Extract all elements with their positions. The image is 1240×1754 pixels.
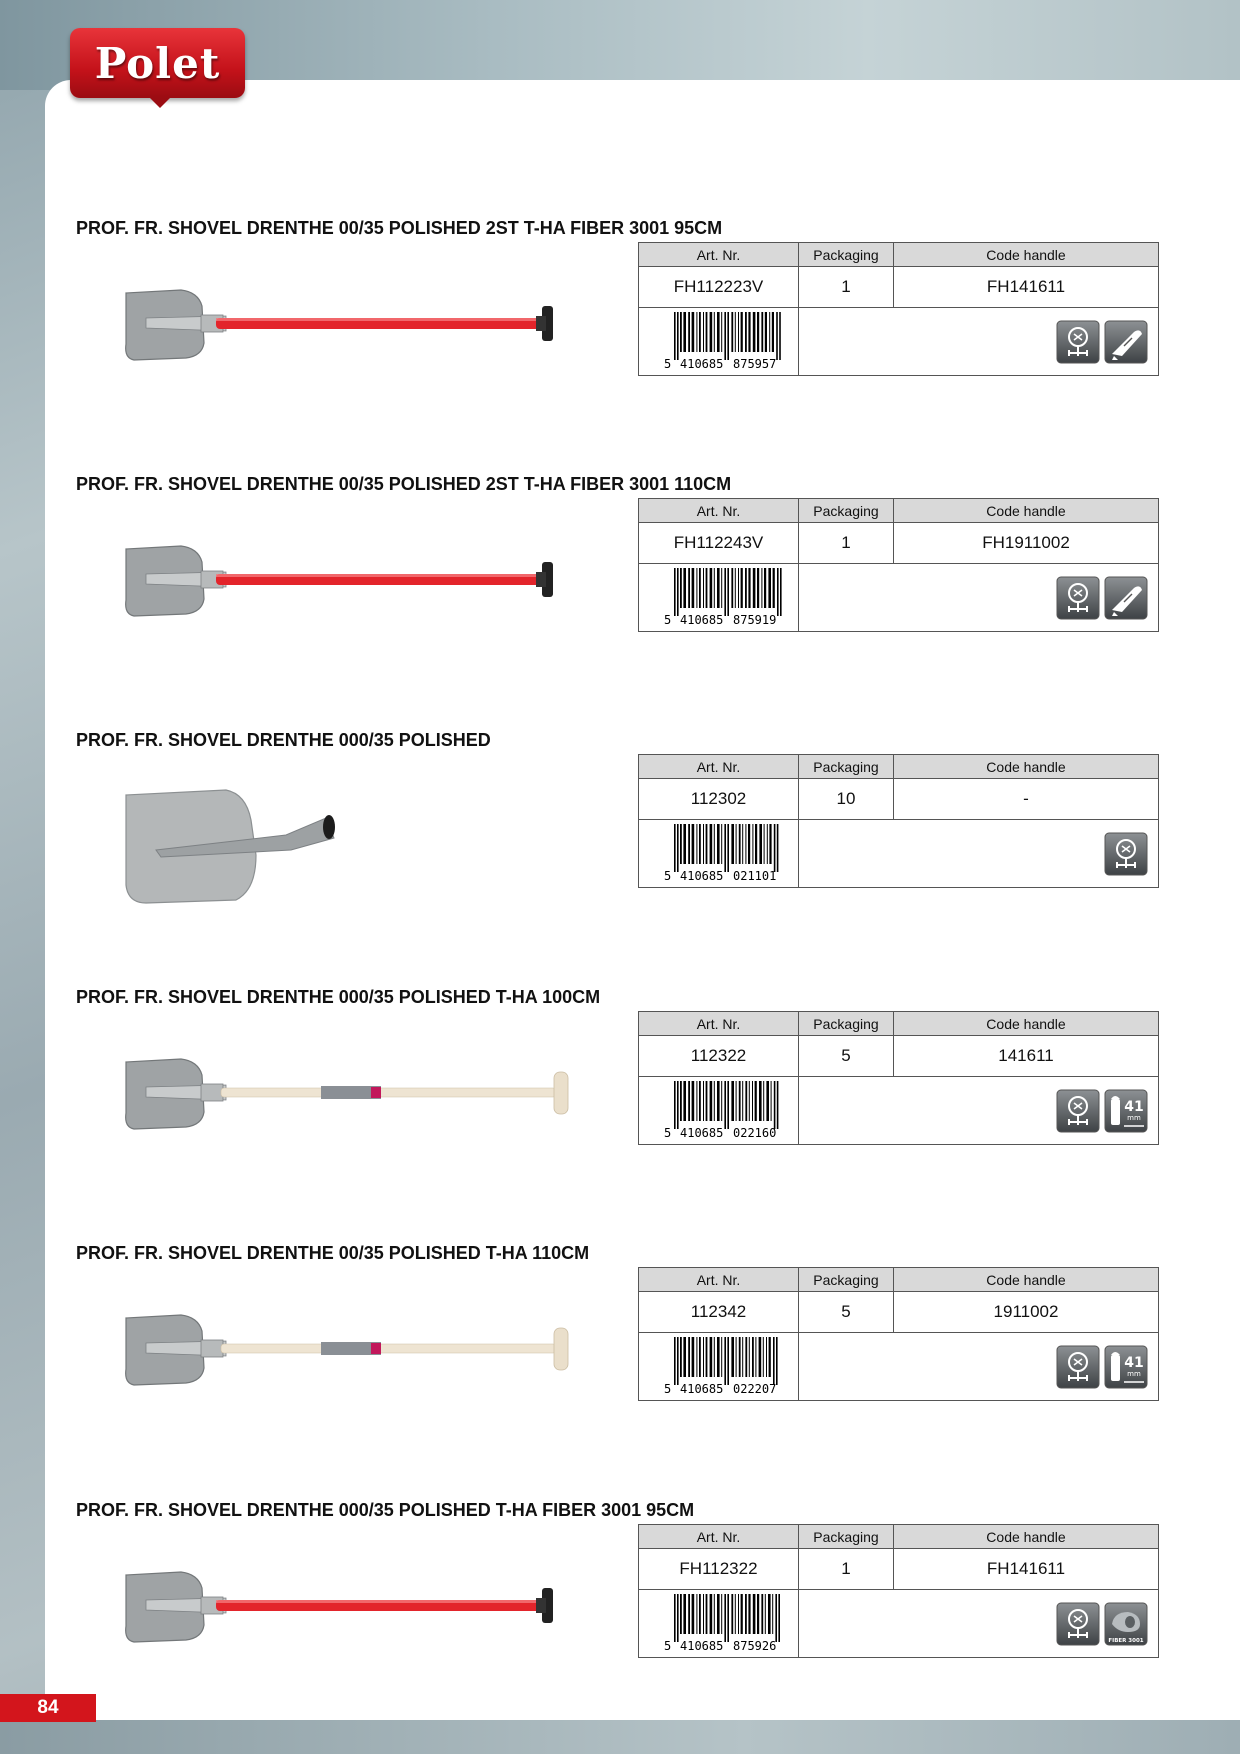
product-title: PROF. FR. SHOVEL DRENTHE 000/35 POLISHED T-HA 100CM [76, 987, 601, 1007]
barcode-graphic [640, 564, 798, 626]
spec-barcode-row [639, 820, 1159, 888]
barcode-graphic [640, 1077, 798, 1139]
spec-header-row [639, 1012, 1159, 1036]
polished-blade-icon [1104, 832, 1148, 876]
spec-barcode-row [639, 1077, 1159, 1145]
spec-table [638, 1011, 1159, 1145]
barcode [639, 820, 799, 888]
spec-value-row [639, 1549, 1159, 1590]
code-handle-value: FH141611 [894, 267, 1159, 308]
socket-opening [323, 815, 335, 839]
spec-barcode-row [639, 1333, 1159, 1401]
spec-header-row [639, 243, 1159, 267]
barcode-prefix: 5 [663, 1126, 671, 1139]
header-packaging: Packaging [799, 1012, 894, 1036]
header-code-handle: Code handle [894, 1525, 1159, 1549]
diameter-unit: mm [1127, 1113, 1141, 1122]
header-code-handle: Code handle [894, 755, 1159, 779]
product-title: PROF. FR. SHOVEL DRENTHE 00/35 POLISHED 2ST T-HA FIBER 3001 110CM [76, 474, 732, 494]
polished-blade-icon [1056, 1345, 1100, 1389]
polished-blade-icon [1056, 320, 1100, 364]
art-nr-value: 112322 [639, 1036, 799, 1077]
barcode [639, 564, 799, 632]
diameter-value: 41 [1124, 1098, 1144, 1115]
spec-table [638, 498, 1159, 632]
polished-blade-icon [1056, 576, 1100, 620]
product-block [76, 730, 1166, 930]
diameter-41mm-icon [1104, 1345, 1148, 1389]
barcode-right-digits: 022160 [732, 1126, 776, 1139]
barcode-left-digits: 410685 [679, 1639, 723, 1652]
spec-table [638, 1524, 1159, 1658]
art-nr-value: FH112322 [639, 1549, 799, 1590]
header-art-nr: Art. Nr. [639, 755, 799, 779]
diameter-unit: mm [1127, 1369, 1141, 1378]
packaging-value: 1 [799, 523, 894, 564]
fiber-grip-icon [1104, 576, 1148, 620]
spec-header-row [639, 755, 1159, 779]
barcode-prefix: 5 [663, 869, 671, 882]
art-nr-value: FH112243V [639, 523, 799, 564]
fiber-3001-icon [1104, 1602, 1148, 1646]
barcode-graphic [640, 1590, 798, 1652]
header-packaging: Packaging [799, 499, 894, 523]
barcode-right-digits: 875919 [732, 613, 776, 626]
spec-table [638, 754, 1159, 888]
product-block [76, 1500, 1166, 1700]
barcode-left-digits: 410685 [679, 613, 723, 626]
shovel-image [106, 1273, 586, 1423]
product-block [76, 218, 1166, 418]
handle-shaft [221, 1344, 556, 1353]
packaging-value: 10 [799, 779, 894, 820]
feature-icons [799, 820, 1159, 888]
packaging-value: 1 [799, 267, 894, 308]
diameter-value: 41 [1124, 1354, 1144, 1371]
spec-value-row [639, 523, 1159, 564]
handle-grip [554, 1328, 568, 1370]
shovel-image [106, 1017, 586, 1167]
spec-table [638, 242, 1159, 376]
diameter-41mm-icon [1104, 1089, 1148, 1133]
spec-header-row [639, 1525, 1159, 1549]
spec-barcode-row [639, 1590, 1159, 1658]
fiber-label: FIBER 3001 [1108, 1637, 1144, 1644]
feature-icons [799, 308, 1159, 376]
shovel-image [106, 1530, 586, 1680]
handle-grip [554, 1072, 568, 1114]
header-packaging: Packaging [799, 243, 894, 267]
code-handle-value: FH1911002 [894, 523, 1159, 564]
brand-logo [70, 28, 245, 98]
art-nr-value: 112302 [639, 779, 799, 820]
packaging-value: 5 [799, 1036, 894, 1077]
product-title: PROF. FR. SHOVEL DRENTHE 00/35 POLISHED T-HA 110CM [76, 1243, 590, 1263]
page-number: 84 [0, 1694, 96, 1722]
header-art-nr: Art. Nr. [639, 1012, 799, 1036]
barcode-left-digits: 410685 [679, 1126, 723, 1139]
art-nr-value: FH112223V [639, 267, 799, 308]
spec-value-row [639, 1036, 1159, 1077]
barcode-right-digits: 021101 [732, 869, 776, 882]
handle-shaft [221, 1088, 556, 1097]
code-handle-value: 1911002 [894, 1292, 1159, 1333]
barcode-right-digits: 022207 [732, 1382, 776, 1395]
spec-table [638, 1267, 1159, 1401]
header-code-handle: Code handle [894, 243, 1159, 267]
barcode [639, 1333, 799, 1401]
product-title: PROF. FR. SHOVEL DRENTHE 000/35 POLISHED T-HA FIBER 3001 95CM [76, 1500, 695, 1520]
code-handle-value: 141611 [894, 1036, 1159, 1077]
code-handle-value: FH141611 [894, 1549, 1159, 1590]
header-packaging: Packaging [799, 755, 894, 779]
code-handle-value: - [894, 779, 1159, 820]
feature-icons [799, 1077, 1159, 1145]
product-block [76, 474, 1166, 674]
polished-blade-icon [1056, 1602, 1100, 1646]
header-code-handle: Code handle [894, 499, 1159, 523]
header-packaging: Packaging [799, 1525, 894, 1549]
header-art-nr: Art. Nr. [639, 243, 799, 267]
polished-blade-icon [1056, 1089, 1100, 1133]
product-title: PROF. FR. SHOVEL DRENTHE 00/35 POLISHED 2ST T-HA FIBER 3001 95CM [76, 218, 723, 238]
feature-icons [799, 1333, 1159, 1401]
feature-icons [799, 564, 1159, 632]
spec-header-row [639, 499, 1159, 523]
header-art-nr: Art. Nr. [639, 499, 799, 523]
product-title: PROF. FR. SHOVEL DRENTHE 000/35 POLISHED [76, 730, 491, 750]
barcode-right-digits: 875926 [732, 1639, 776, 1652]
barcode-left-digits: 410685 [679, 869, 723, 882]
spec-barcode-row [639, 308, 1159, 376]
barcode-prefix: 5 [663, 1382, 671, 1395]
barcode-left-digits: 410685 [679, 357, 723, 370]
logo-text: Polet [94, 38, 221, 88]
barcode-left-digits: 410685 [679, 1382, 723, 1395]
fiber-grip-icon [1104, 320, 1148, 364]
spec-header-row [639, 1268, 1159, 1292]
header-code-handle: Code handle [894, 1268, 1159, 1292]
spec-value-row [639, 1292, 1159, 1333]
packaging-value: 5 [799, 1292, 894, 1333]
barcode-graphic [640, 820, 798, 882]
barcode [639, 308, 799, 376]
header-art-nr: Art. Nr. [639, 1525, 799, 1549]
shovel-image [106, 504, 586, 654]
barcode-prefix: 5 [663, 357, 671, 370]
header-packaging: Packaging [799, 1268, 894, 1292]
spec-value-row [639, 267, 1159, 308]
spec-value-row [639, 779, 1159, 820]
art-nr-value: 112342 [639, 1292, 799, 1333]
barcode-graphic [640, 1333, 798, 1395]
barcode-prefix: 5 [663, 1639, 671, 1652]
barcode-prefix: 5 [663, 613, 671, 626]
barcode-graphic [640, 308, 798, 370]
barcode-right-digits: 875957 [732, 357, 776, 370]
shovel-image [106, 760, 586, 910]
shovel-image [106, 248, 586, 398]
feature-icons [799, 1590, 1159, 1658]
product-block [76, 987, 1166, 1187]
header-code-handle: Code handle [894, 1012, 1159, 1036]
header-art-nr: Art. Nr. [639, 1268, 799, 1292]
barcode [639, 1590, 799, 1658]
packaging-value: 1 [799, 1549, 894, 1590]
spec-barcode-row [639, 564, 1159, 632]
product-block [76, 1243, 1166, 1443]
footer-background [0, 1720, 1240, 1754]
barcode [639, 1077, 799, 1145]
